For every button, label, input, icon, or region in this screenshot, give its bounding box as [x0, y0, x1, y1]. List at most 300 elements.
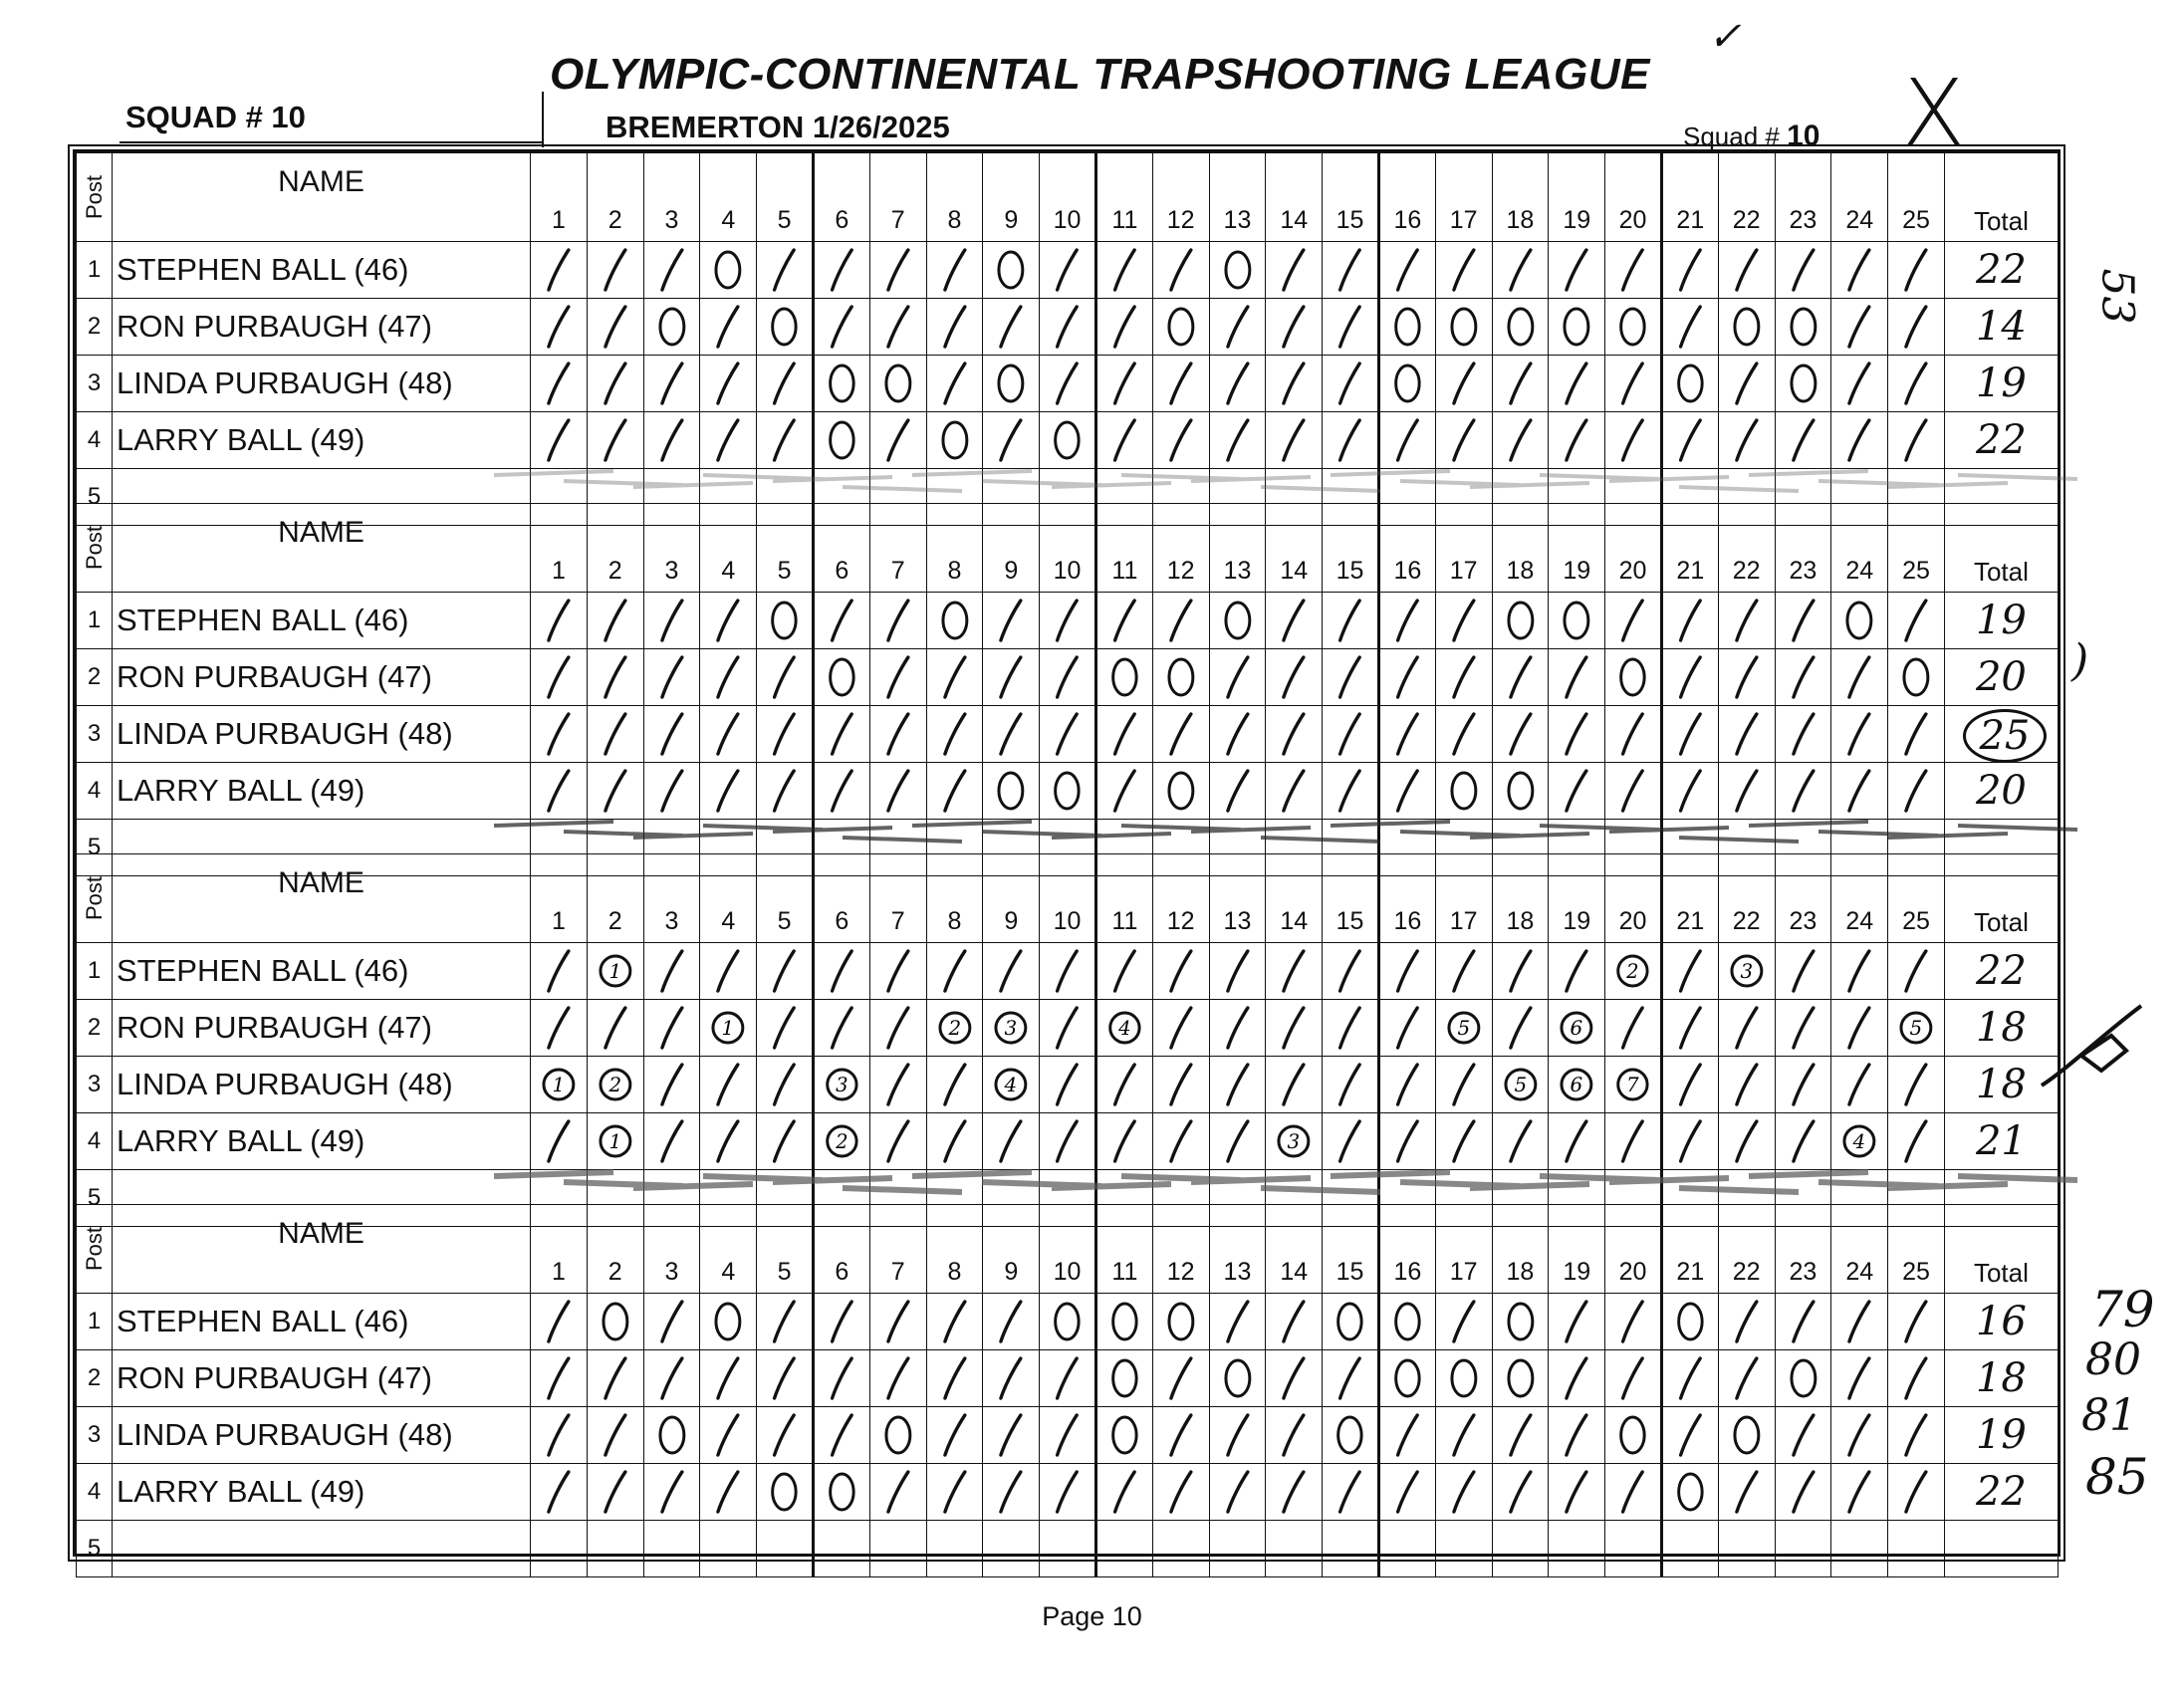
shot-cell — [1831, 593, 1888, 649]
shot-cell — [983, 943, 1040, 1000]
hit-mark — [1849, 307, 1869, 347]
hit-mark — [1623, 363, 1643, 403]
shot-cell — [587, 1407, 643, 1464]
hit-mark — [1906, 1472, 1926, 1512]
hit-mark — [1906, 1415, 1926, 1455]
hit-mark — [1001, 1472, 1021, 1512]
shot-cell — [643, 706, 700, 763]
hit-mark — [1906, 1065, 1926, 1104]
target-number-header: 8 — [926, 153, 983, 242]
hit-mark — [662, 420, 682, 460]
shot-cell — [1661, 412, 1718, 469]
shot-cell — [813, 356, 869, 412]
name-header: NAME — [113, 153, 531, 242]
shot-cell — [1888, 1464, 1945, 1521]
hit-mark — [1906, 1358, 1926, 1398]
hit-mark — [549, 1415, 569, 1455]
hit-mark — [549, 601, 569, 640]
total-value: 22 — [1975, 417, 2027, 463]
target-number-header: 8 — [926, 504, 983, 593]
shot-cell — [1549, 763, 1605, 820]
target-number-header: 20 — [1605, 153, 1662, 242]
shot-cell — [1266, 299, 1323, 356]
shot-cell — [643, 1057, 700, 1113]
shooter-total — [1944, 1294, 2058, 1350]
miss-mark — [1169, 1304, 1193, 1339]
hit-mark — [1681, 601, 1701, 640]
shot-cell — [983, 1407, 1040, 1464]
shot-cell — [1266, 763, 1323, 820]
shot-cell — [1549, 1057, 1605, 1113]
shot-cell — [1095, 649, 1152, 706]
hit-mark — [945, 657, 965, 697]
hit-mark — [1058, 601, 1078, 640]
hit-mark — [1567, 1472, 1586, 1512]
miss-mark — [1226, 1360, 1250, 1396]
shot-cell — [1266, 1407, 1323, 1464]
hit-mark — [718, 714, 738, 754]
shot-cell — [1661, 1000, 1718, 1057]
shot-cell — [1661, 299, 1718, 356]
shot-cell — [1209, 1057, 1266, 1113]
shot-cell — [1323, 943, 1379, 1000]
hit-mark — [1398, 1121, 1418, 1161]
hit-mark — [1115, 363, 1135, 403]
hit-mark — [606, 1415, 625, 1455]
total-value: 22 — [1975, 948, 2027, 994]
hit-mark — [662, 1472, 682, 1512]
shot-cell — [926, 356, 983, 412]
target-number-header: 3 — [643, 504, 700, 593]
miss-mark — [1338, 1417, 1361, 1453]
shot-cell — [1095, 1000, 1152, 1057]
shot-cell — [1095, 1350, 1152, 1407]
shot-cell — [1266, 1294, 1323, 1350]
shot-cell — [1605, 242, 1662, 299]
hit-mark — [888, 771, 908, 811]
hit-mark — [1340, 1472, 1360, 1512]
hit-mark — [1284, 771, 1304, 811]
shot-cell — [1323, 1350, 1379, 1407]
hit-mark — [1340, 307, 1360, 347]
hit-mark — [1058, 951, 1078, 991]
shot-cell — [983, 649, 1040, 706]
hit-mark — [1737, 363, 1757, 403]
hit-mark — [1793, 250, 1813, 290]
shot-cell — [1040, 356, 1096, 412]
shot-cell — [1209, 1464, 1266, 1521]
shot-cell — [643, 649, 700, 706]
miss-mark — [943, 422, 967, 458]
shot-cell — [1435, 299, 1492, 356]
shot-cell — [531, 763, 588, 820]
total-value: 18 — [1975, 1355, 2027, 1401]
target-number-header: 22 — [1718, 1205, 1775, 1294]
target-number-header: 10 — [1040, 153, 1096, 242]
shot-cell — [1888, 763, 1945, 820]
shot-cell — [1661, 242, 1718, 299]
miss-mark — [886, 1417, 910, 1453]
shot-cell — [983, 763, 1040, 820]
miss-count-number: 1 — [552, 1072, 566, 1097]
shot-cell — [757, 1294, 814, 1350]
hit-mark — [1227, 657, 1247, 697]
hit-mark — [1737, 714, 1757, 754]
hit-mark — [606, 250, 625, 290]
hit-mark — [833, 307, 852, 347]
shooter-total — [1944, 706, 2058, 763]
hit-mark — [833, 1008, 852, 1048]
target-number-header: 22 — [1718, 854, 1775, 943]
hit-mark — [549, 1472, 569, 1512]
miss-mark — [1452, 1360, 1476, 1396]
shot-cell — [1209, 1294, 1266, 1350]
shot-cell — [757, 706, 814, 763]
shot-cell — [1435, 1350, 1492, 1407]
shooter-row — [77, 943, 2059, 1000]
post-header — [77, 153, 113, 242]
hit-mark — [1398, 714, 1418, 754]
miss-mark — [1396, 309, 1419, 345]
target-number-header: 16 — [1378, 854, 1435, 943]
hit-mark — [1115, 951, 1135, 991]
shot-cell — [983, 1521, 1040, 1577]
shot-cell — [1095, 593, 1152, 649]
shot-cell — [757, 763, 814, 820]
target-number-header: 17 — [1435, 153, 1492, 242]
shot-cell — [1378, 1350, 1435, 1407]
post-number: 5 — [77, 1170, 113, 1227]
shooter-row — [77, 242, 2059, 299]
hit-mark — [1340, 1008, 1360, 1048]
target-number-header: 8 — [926, 1205, 983, 1294]
shooter-row — [77, 412, 2059, 469]
shot-cell — [1831, 1350, 1888, 1407]
shooter-total — [1944, 1057, 2058, 1113]
hit-mark — [1737, 1121, 1757, 1161]
shot-cell — [757, 943, 814, 1000]
hit-mark — [1849, 657, 1869, 697]
shot-cell — [1775, 1113, 1831, 1170]
target-number-header: 5 — [757, 504, 814, 593]
shot-cell — [1152, 706, 1209, 763]
hit-mark — [1227, 771, 1247, 811]
hit-mark — [1737, 1065, 1757, 1104]
target-number-header: 2 — [587, 504, 643, 593]
hit-mark — [1793, 657, 1813, 697]
shot-cell — [813, 1350, 869, 1407]
target-number-header: 18 — [1492, 854, 1549, 943]
shooter-name: LARRY BALL (49) — [113, 1113, 531, 1170]
target-number-header: 18 — [1492, 1205, 1549, 1294]
shooter-name: LINDA PURBAUGH (48) — [113, 356, 531, 412]
shot-cell — [1718, 763, 1775, 820]
name-header: NAME — [113, 854, 531, 943]
shot-cell — [1266, 593, 1323, 649]
shot-cell — [1152, 299, 1209, 356]
shot-cell — [587, 1000, 643, 1057]
shot-cell — [1775, 1464, 1831, 1521]
target-number-header: 23 — [1775, 1205, 1831, 1294]
shot-cell — [1209, 1000, 1266, 1057]
shot-cell — [1435, 1407, 1492, 1464]
shot-cell — [700, 412, 757, 469]
hit-mark — [1227, 307, 1247, 347]
hit-mark — [1227, 1302, 1247, 1341]
target-number-header: 23 — [1775, 854, 1831, 943]
shot-cell — [1435, 1464, 1492, 1521]
shot-cell — [1718, 593, 1775, 649]
shot-cell — [813, 1294, 869, 1350]
shot-cell — [1378, 299, 1435, 356]
hit-mark — [1227, 1415, 1247, 1455]
hit-mark — [1567, 657, 1586, 697]
hit-mark — [888, 1065, 908, 1104]
shot-cell — [1605, 1000, 1662, 1057]
hit-mark — [662, 714, 682, 754]
hit-mark — [1623, 250, 1643, 290]
target-number-header: 13 — [1209, 504, 1266, 593]
hit-mark — [1171, 420, 1191, 460]
margin-note-block1: 53 — [2091, 268, 2143, 325]
target-number-header: 1 — [531, 153, 588, 242]
target-number-header: 12 — [1152, 504, 1209, 593]
shot-cell — [1718, 1294, 1775, 1350]
shot-cell — [643, 943, 700, 1000]
shot-cell — [926, 242, 983, 299]
shooter-row — [77, 1294, 2059, 1350]
miss-mark — [1735, 1417, 1759, 1453]
shot-cell — [1378, 1294, 1435, 1350]
shot-cell — [1718, 1407, 1775, 1464]
shot-cell — [1095, 1294, 1152, 1350]
hit-mark — [1398, 420, 1418, 460]
post-number: 5 — [77, 1521, 113, 1577]
miss-mark — [1056, 1304, 1079, 1339]
hit-mark — [718, 657, 738, 697]
hit-mark — [945, 307, 965, 347]
hit-mark — [1398, 1008, 1418, 1048]
hit-mark — [1001, 657, 1021, 697]
shot-cell — [1831, 1000, 1888, 1057]
shot-cell — [926, 1350, 983, 1407]
shooter-total — [1944, 1000, 2058, 1057]
hit-mark — [833, 1415, 852, 1455]
shot-cell — [1378, 1464, 1435, 1521]
hit-mark — [945, 363, 965, 403]
hit-mark — [662, 951, 682, 991]
miss-count-number: 4 — [1852, 1128, 1866, 1154]
shot-cell — [1266, 943, 1323, 1000]
shot-cell — [1888, 1000, 1945, 1057]
shot-cell — [587, 763, 643, 820]
post-number: 4 — [77, 1113, 113, 1170]
hit-mark — [1284, 1415, 1304, 1455]
shot-cell — [531, 1521, 588, 1577]
shot-cell — [869, 1521, 926, 1577]
shot-cell — [700, 299, 757, 356]
target-number-header: 18 — [1492, 153, 1549, 242]
shot-cell — [1718, 1464, 1775, 1521]
shooter-total — [1944, 943, 2058, 1000]
target-number-header: 23 — [1775, 504, 1831, 593]
hit-mark — [1340, 771, 1360, 811]
total-value: 19 — [1975, 361, 2027, 406]
shot-cell — [813, 763, 869, 820]
shooter-total — [1944, 1464, 2058, 1521]
shot-cell — [1605, 1407, 1662, 1464]
hit-mark — [1849, 1008, 1869, 1048]
miss-mark — [1679, 1474, 1702, 1510]
shot-cell — [1605, 1521, 1662, 1577]
miss-count-number: 5 — [1909, 1015, 1923, 1041]
miss-mark — [831, 365, 853, 401]
shot-cell — [1831, 356, 1888, 412]
name-header: NAME — [113, 504, 531, 593]
shooter-row — [77, 1521, 2059, 1577]
shooter-row — [77, 299, 2059, 356]
shot-cell — [926, 943, 983, 1000]
hit-mark — [1623, 714, 1643, 754]
total-value — [1945, 1521, 2058, 1576]
miss-mark — [1169, 773, 1193, 809]
hit-mark — [1510, 1415, 1530, 1455]
shooter-name: LARRY BALL (49) — [113, 763, 531, 820]
post-header — [77, 1205, 113, 1294]
hit-mark — [718, 1121, 738, 1161]
hit-mark — [1001, 1415, 1021, 1455]
target-number-header: 25 — [1888, 854, 1945, 943]
hit-mark — [888, 420, 908, 460]
shot-cell — [1209, 706, 1266, 763]
miss-mark — [716, 1304, 740, 1339]
hit-mark — [1115, 1472, 1135, 1512]
target-number-header: 25 — [1888, 153, 1945, 242]
shot-cell — [587, 1350, 643, 1407]
shot-cell — [700, 1057, 757, 1113]
hit-mark — [718, 307, 738, 347]
hit-mark — [549, 1121, 569, 1161]
shooter-total — [1944, 1521, 2058, 1577]
miss-mark — [1735, 309, 1759, 345]
hit-mark — [1454, 1302, 1474, 1341]
shot-cell — [1209, 356, 1266, 412]
hit-mark — [1737, 1008, 1757, 1048]
miss-mark — [1621, 1417, 1644, 1453]
shot-cell — [983, 356, 1040, 412]
shot-cell — [531, 242, 588, 299]
shooter-name: RON PURBAUGH (47) — [113, 1000, 531, 1057]
shot-cell — [1549, 593, 1605, 649]
hit-mark — [1849, 714, 1869, 754]
shot-cell — [1888, 593, 1945, 649]
hit-mark — [662, 250, 682, 290]
hit-mark — [1906, 714, 1926, 754]
shot-cell — [983, 1000, 1040, 1057]
shot-cell — [643, 1350, 700, 1407]
target-number-header: 3 — [643, 153, 700, 242]
miss-count-number: 4 — [1118, 1016, 1131, 1041]
shot-cell — [1888, 706, 1945, 763]
shot-cell — [531, 706, 588, 763]
hit-mark — [1227, 1065, 1247, 1104]
shot-cell — [1095, 1113, 1152, 1170]
shot-cell — [1378, 1057, 1435, 1113]
target-number-header: 17 — [1435, 1205, 1492, 1294]
hit-mark — [1115, 250, 1135, 290]
hit-mark — [1340, 657, 1360, 697]
shot-cell — [1435, 706, 1492, 763]
shot-cell — [1775, 1294, 1831, 1350]
shot-cell — [1605, 356, 1662, 412]
hit-mark — [833, 714, 852, 754]
squad-label-right — [1683, 120, 1820, 153]
shot-cell — [1549, 706, 1605, 763]
shot-cell — [757, 1113, 814, 1170]
miss-count-number: 2 — [948, 1015, 961, 1041]
shot-cell — [1549, 1464, 1605, 1521]
hit-mark — [1567, 1121, 1586, 1161]
miss-count-number: 4 — [1004, 1072, 1018, 1097]
shot-cell — [1718, 1350, 1775, 1407]
shot-cell — [1378, 593, 1435, 649]
shot-cell — [1718, 1521, 1775, 1577]
hit-mark — [662, 1121, 682, 1161]
hit-mark — [775, 657, 795, 697]
league-title: OLYMPIC-CONTINENTAL TRAPSHOOTING LEAGUE — [550, 50, 1650, 99]
target-number-header: 6 — [813, 504, 869, 593]
shot-cell — [1095, 1057, 1152, 1113]
hit-mark — [549, 1358, 569, 1398]
target-number-header: 25 — [1888, 504, 1945, 593]
shot-cell — [1095, 763, 1152, 820]
hit-mark — [1793, 1415, 1813, 1455]
shot-cell — [1661, 1407, 1718, 1464]
shot-cell — [1775, 706, 1831, 763]
post-number: 5 — [77, 820, 113, 876]
shot-cell — [1492, 1294, 1549, 1350]
hit-mark — [1793, 1008, 1813, 1048]
target-number-header: 9 — [983, 854, 1040, 943]
shot-cell — [1378, 1000, 1435, 1057]
shot-cell — [869, 1464, 926, 1521]
hit-mark — [1681, 420, 1701, 460]
score-block-2 — [76, 503, 2059, 876]
shooter-row — [77, 706, 2059, 763]
shot-cell — [700, 763, 757, 820]
hit-mark — [1737, 420, 1757, 460]
shot-cell — [757, 1521, 814, 1577]
shot-cell — [1040, 1000, 1096, 1057]
hit-mark — [1567, 250, 1586, 290]
shot-cell — [643, 242, 700, 299]
hit-mark — [1058, 1358, 1078, 1398]
target-number-header: 9 — [983, 1205, 1040, 1294]
target-number-header: 17 — [1435, 854, 1492, 943]
shot-cell — [1095, 706, 1152, 763]
shot-cell — [1152, 242, 1209, 299]
shot-cell — [1549, 299, 1605, 356]
hit-mark — [1510, 363, 1530, 403]
hit-mark — [718, 1065, 738, 1104]
shot-cell — [643, 1464, 700, 1521]
shot-cell — [1266, 1000, 1323, 1057]
hit-mark — [1849, 1302, 1869, 1341]
shot-cell — [1831, 412, 1888, 469]
target-number-header: 22 — [1718, 504, 1775, 593]
miss-count-number: 2 — [1626, 959, 1639, 984]
target-number-header: 8 — [926, 854, 983, 943]
